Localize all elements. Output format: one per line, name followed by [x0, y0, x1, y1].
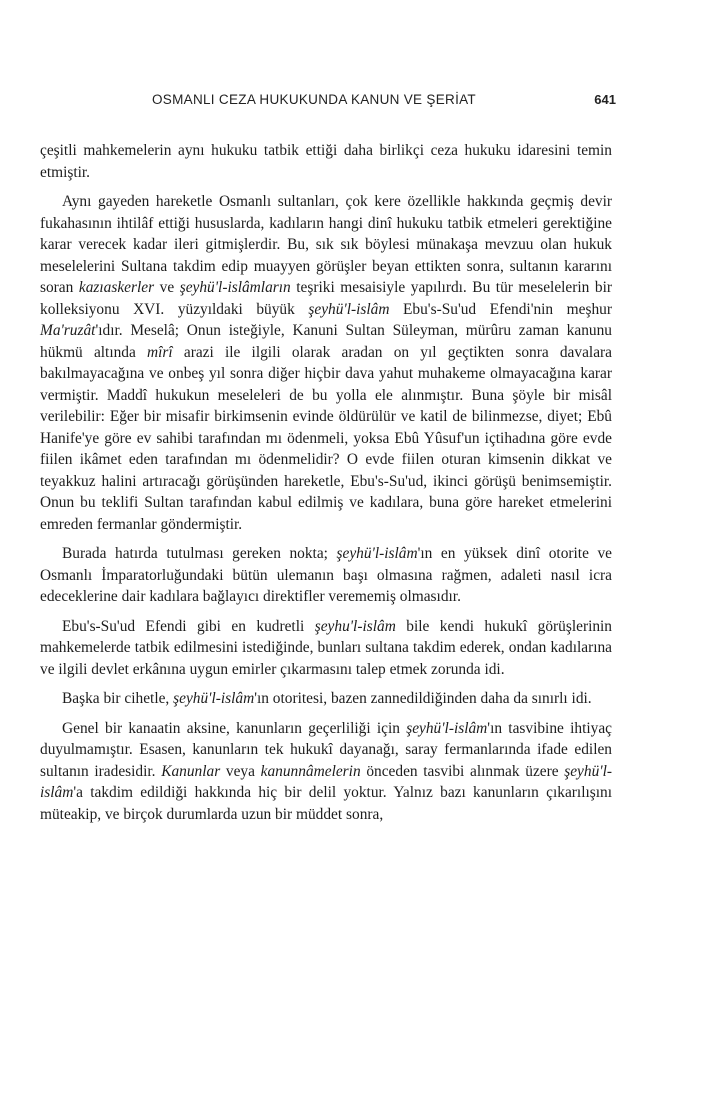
italic-term: Kanunlar — [161, 762, 221, 780]
italic-term: şeyhü'l-islâm — [308, 300, 390, 318]
paragraph-3: Burada hatırda tutulması gereken nokta; şeyhü'l-islâm'ın en yüksek dinî otorite ve Osmanlı İmparatorluğundaki bütün ulemanın başı olmasına rağmen, adaleti nasıl icra edeceklerine dair kadılara bağlayıcı direktifler verememiş olmasıdır. — [40, 545, 612, 605]
paragraph-5: Başka bir cihetle, şeyhü'l-islâm'ın otoritesi, bazen zannedildiğinden daha da sınırlı idi. — [62, 690, 592, 707]
italic-term: mîrî — [147, 343, 173, 361]
running-head: OSMANLI CEZA HUKUKUNDA KANUN VE ŞERİAT — [152, 92, 476, 107]
italic-term: kanunnâmelerin — [260, 762, 361, 780]
paragraph-1: çeşitli mahkemelerin aynı hukuku tatbik ettiği daha birlikçi ceza hukuku idaresini temin etmiştir. — [40, 142, 612, 181]
italic-term: kazıaskerler — [78, 279, 155, 296]
italic-term: şeyhü'l-islâm — [173, 690, 255, 707]
page-header — [60, 92, 616, 112]
paragraph-4: Ebu's-Su'ud Efendi gibi en kudretli şeyhu'l-islâm bile kendi hukukî görüşlerinin mahkemelerde tatbik edilmesini istediğinde, bunları sultana takdim ederek, ondan kadılarına ve ilgili devlet erkânına uygun emirler çıkarmasını talep etmek zorunda idi. — [40, 617, 613, 678]
italic-term: şeyhü'l-islâm — [336, 545, 418, 562]
italic-term: şeyhü'l-islâmların — [179, 279, 291, 296]
page-number: 641 — [594, 92, 616, 107]
paragraph-6: Genel bir kanaatin aksine, kanunların geçerliliği için şeyhü'l-islâm'ın tasvibine ihtiyaç duyulmamıştır. Esasen, kanunların tek hukukî dayanağı, saray fermanlarında ifade edilen sultanın iradesidir. Kanunlar veya kanunnâmelerin önceden tasvibi alınmak üzere şeyhü'l-islâm'a takdim edildiği hakkında hiç bir delil yoktur. Yalnız bazı kanunların çıkarılışını müteakip, ve birçok durumlarda uzun bir müddet sonra, — [40, 719, 612, 823]
paragraph-2: Aynı gayeden hareketle Osmanlı sultanları, çok kere özellikle hakkında geçmiş devir fukahasının ihtilâf ettiği hususlarda, kadıların hangi dinî hukuku tatbik etmeleri gerektiğine karar verecek kadar ileri gitmişlerdir. Bu, sık sık böylesi münakaşa mevzuu olan hukuk meselelerini Sultana takdim edip muayyen görüşler beyan ettikten sonra, sultanın kararını soran kazıaskerler ve şeyhü'l-islâmların teşriki mesaisiyle yapılırdı. Bu tür meselelerin bir kolleksiyonu XVI. yüzyıldaki büyük şeyhü'l-islâm Ebu's-Su'ud Efendi'nin meşhur Ma'ruzât'ıdır. Meselâ; Onun isteğiyle, Kanuni Sultan Süleyman, mürûru zaman kanunu hükmü altında mîrî arazi ile ilgili olarak aradan on yıl geçtikten sonra davalara bakılmayacağına ve onbeş yıl sonra diğer hiçbir dava yahut muhakeme olmayacağına karar vermiştir. Maddî hukukun meseleleri de bu yolla ele alınmıştır. Buna şöyle bir misâl verilebilir: Eğer bir misafir birkimsenin evinde öldürülür ve katil de bilinmezse, diyet; Ebû Hanife'ye göre ev sahibi tarafından mı ödenmeli, yoksa Ebû Yûsuf'un içtihadına göre evde fiilen ikâmet eden tarafından mı ödenmelidir? O evde fiilen oturan kimsenin dikkat ve teyakkuz halini artıracağı görüşünden hareketle, Ebu's-Su'ud, ikinci görüşü benimsemiştir. Onun bu teklifi Sultan tarafından kabul edilmiş ve kadılara, buna göre hareket etmelerini emreden fermanlar göndermiştir. — [40, 193, 612, 533]
italic-term: şeyhü'l-islâm — [40, 762, 612, 801]
italic-term: şeyhü'l-islâm — [406, 719, 488, 737]
italic-term: Ma'ruzât — [40, 322, 96, 339]
body-text — [40, 140, 612, 825]
italic-term: şeyhu'l-islâm — [314, 617, 396, 635]
